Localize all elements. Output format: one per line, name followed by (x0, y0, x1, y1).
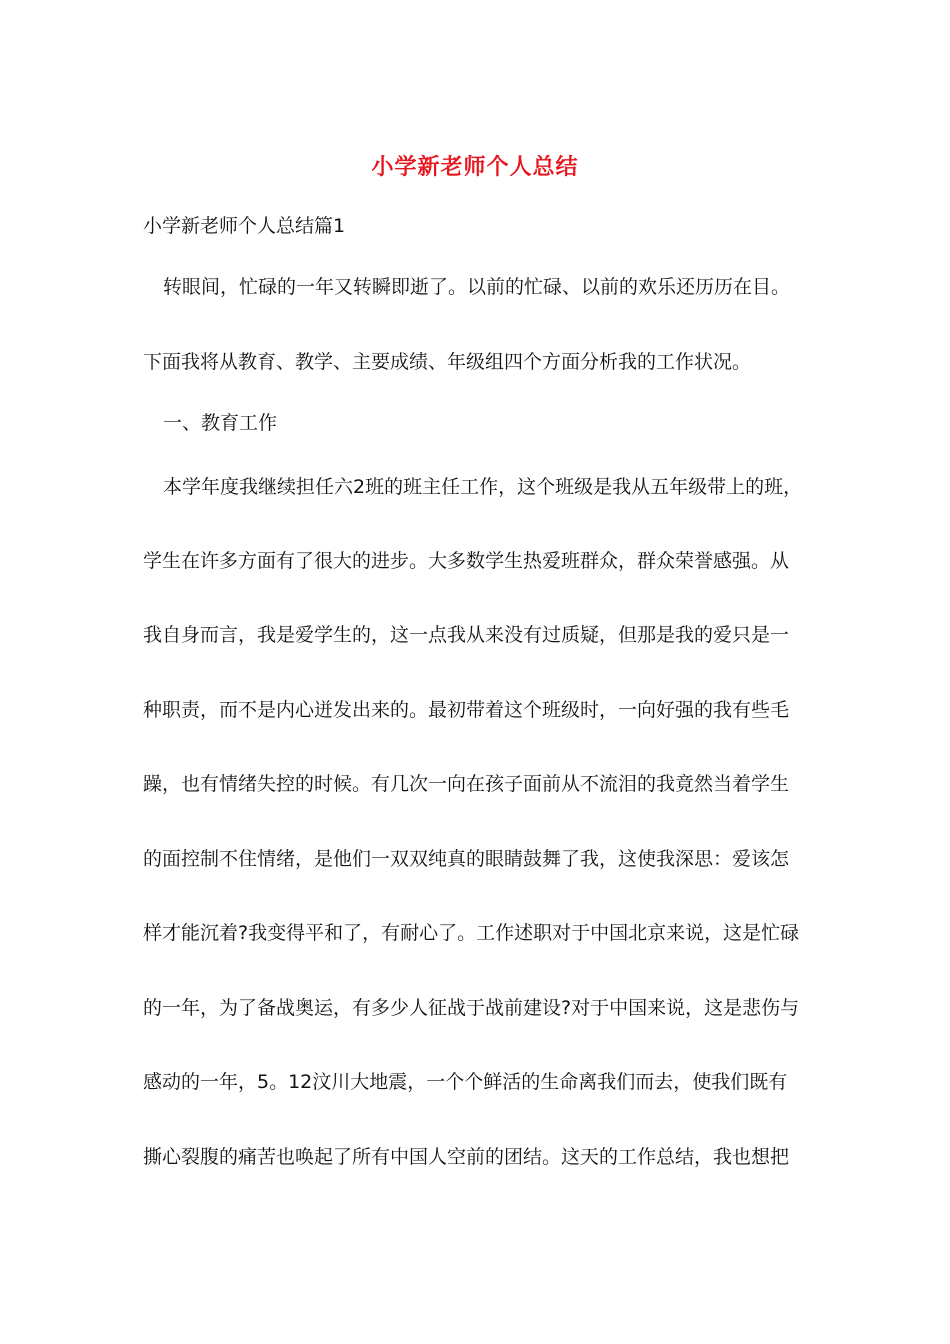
paragraph-line: 撕心裂腹的痛苦也唤起了所有中国人空前的团结。这天的工作总结，我也想把 (143, 1146, 790, 1168)
paragraph-line: 的面控制不住情绪，是他们一双双纯真的眼睛鼓舞了我，这使我深思：爱该怎 (143, 848, 790, 870)
paragraph-line: 本学年度我继续担任六2班的班主任工作，这个班级是我从五年级带上的班， (163, 476, 803, 498)
paragraph-line: 转眼间，忙碌的一年又转瞬即逝了。以前的忙碌、以前的欢乐还历历在目。 (163, 276, 791, 298)
section-heading: 一、教育工作 (163, 412, 278, 434)
paragraph-line: 种职责，而不是内心迸发出来的。最初带着这个班级时，一向好强的我有些毛 (143, 699, 790, 721)
paragraph-line: 下面我将从教育、教学、主要成绩、年级组四个方面分析我的工作状况。 (143, 351, 752, 373)
paragraph-line: 样才能沉着?我变得平和了，有耐心了。工作述职对于中国北京来说，这是忙碌 (143, 922, 800, 944)
paragraph-line: 感动的一年，5。12汶川大地震，一个个鲜活的生命离我们而去，使我们既有 (143, 1071, 788, 1093)
paragraph-line: 躁，也有情绪失控的时候。有几次一向在孩子面前从不流泪的我竟然当着学生 (143, 773, 790, 795)
paragraph-line: 我自身而言，我是爱学生的，这一点我从来没有过质疑，但那是我的爱只是一 (143, 624, 790, 646)
paragraph-line: 学生在许多方面有了很大的进步。大多数学生热爱班群众，群众荣誉感强。从 (143, 550, 790, 572)
section-subtitle: 小学新老师个人总结篇1 (143, 215, 346, 237)
document-title: 小学新老师个人总结 (371, 155, 579, 180)
paragraph-line: 的一年，为了备战奥运，有多少人征战于战前建设?对于中国来说，这是悲伤与 (143, 997, 800, 1019)
